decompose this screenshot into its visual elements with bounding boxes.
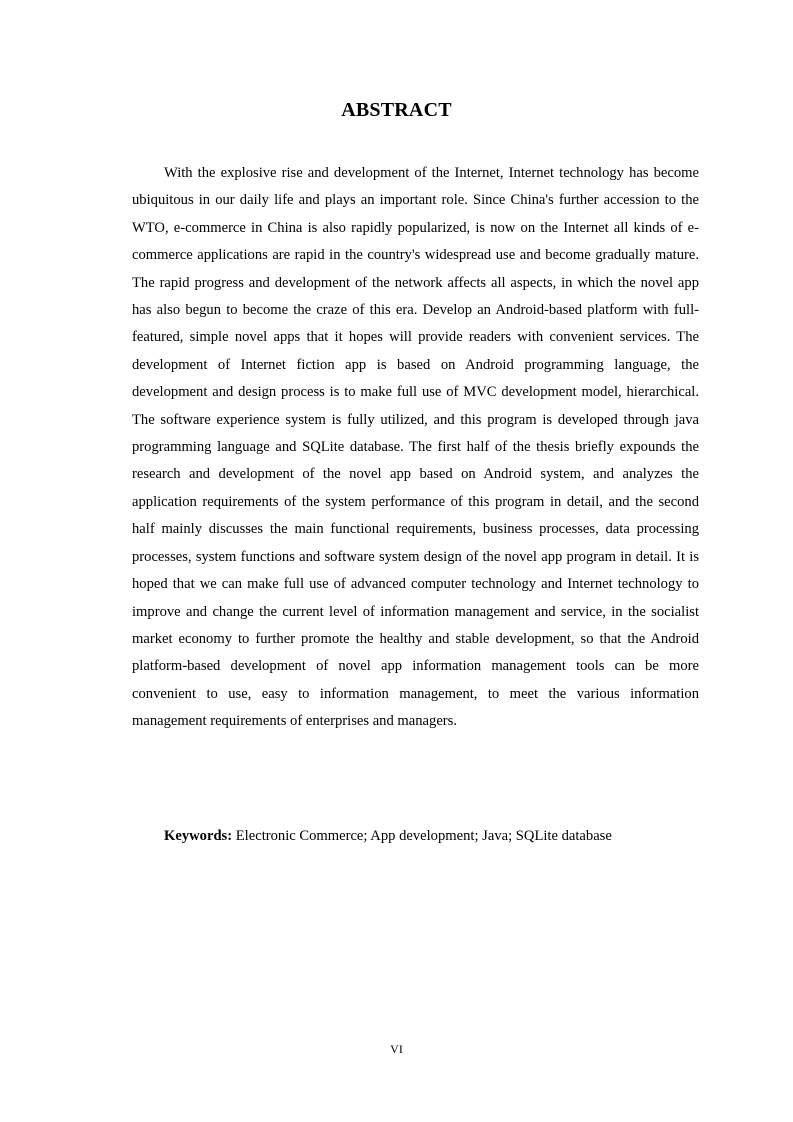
keywords-line bbox=[164, 824, 704, 848]
abstract-paragraph: With the explosive rise and development of the Internet, Internet technology has become ubiquitous in our daily life and plays an important role. Since China's further accession to the WTO, e-commerce in China is also rapidly popularized, is now on the Internet all kinds of e-commerce applications are rapid in the country's widespread use and become gradually mature. The rapid progress and development of the network affects all aspects, in which the novel app has also begun to become the craze of this era. Develop an Android-based platform with full-featured, simple novel apps that it hopes will provide readers with convenient services. The development of Internet fiction app is based on Android programming language, the development and design process is to make full use of MVC development model, hierarchical. The software experience system is fully utilized, and this program is developed through java programming language and SQLite database. The first half of the thesis briefly expounds the research and development of the novel app based on Android system, and analyzes the application requirements of the system performance of this program in detail, and the second half mainly discusses the main functional requirements, business processes, data processing processes, system functions and software system design of the novel app program in detail. It is hoped that we can make full use of advanced computer technology and Internet technology to improve and change the current level of information management and service, in the socialist market economy to further promote the healthy and stable development, so that the Android platform-based development of novel app information management tools can be more convenient to use, easy to information management, to meet the various information management requirements of enterprises and managers. bbox=[132, 165, 699, 730]
page-number: VI bbox=[390, 1042, 403, 1056]
abstract-title: ABSTRACT bbox=[341, 99, 452, 121]
keywords-value: Electronic Commerce; App development; Java; SQLite database bbox=[235, 828, 612, 844]
keywords-label: Keywords: bbox=[164, 828, 233, 844]
